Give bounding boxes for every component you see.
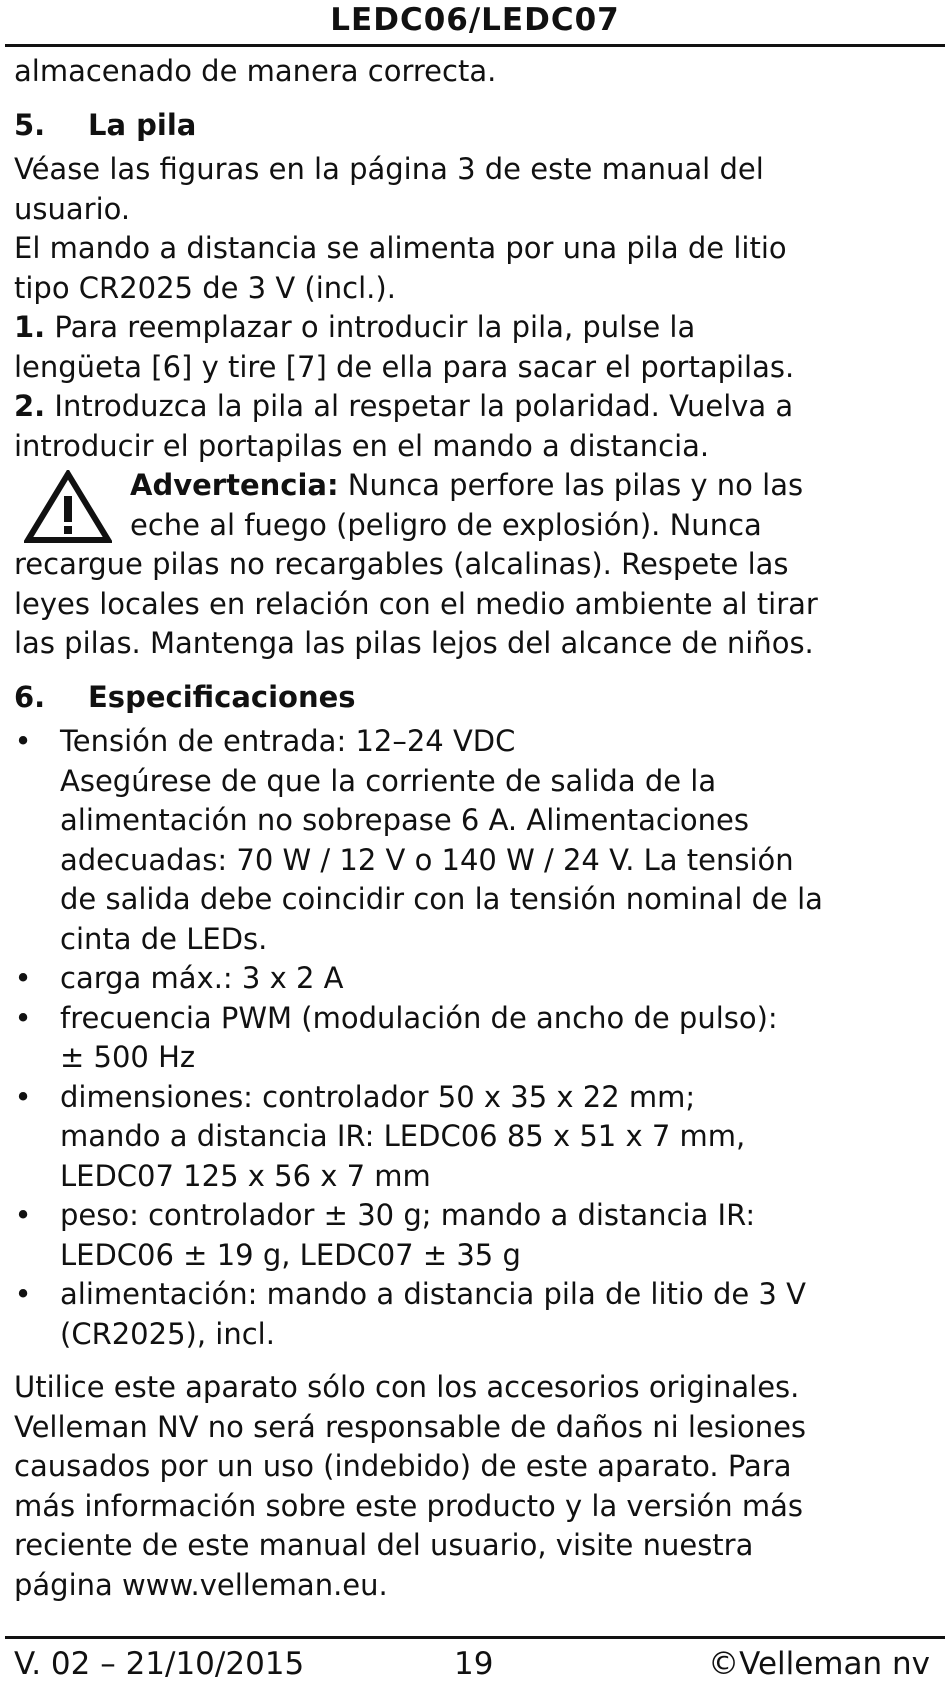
- bullet-icon: •: [14, 724, 32, 758]
- spec-line: cinta de LEDs.: [60, 921, 268, 956]
- text-line: introducir el portapilas en el mando a distancia.: [14, 428, 710, 463]
- spec-line: LEDC07 125 x 56 x 7 mm: [60, 1158, 431, 1193]
- text-line: tipo CR2025 de 3 V (incl.).: [14, 270, 396, 305]
- section-5-number: 5.: [14, 107, 46, 142]
- specifications-list: [14, 722, 939, 1354]
- spec-line: de salida debe coincidir con la tensión nominal de la: [60, 882, 823, 916]
- spec-line: Asegúrese de que la corriente de salida de la: [60, 763, 717, 798]
- spec-item: [14, 722, 939, 959]
- version-date: V. 02 – 21/10/2015: [14, 1646, 305, 1682]
- bullet-icon: •: [14, 961, 32, 995]
- spec-item: [14, 1196, 939, 1275]
- page-footer: [14, 1646, 936, 1686]
- text-line: usuario.: [14, 191, 131, 226]
- document-model-title: LEDC06/LEDC07: [330, 2, 620, 38]
- spec-line: dimensiones: controlador 50 x 35 x 22 mm;: [60, 1079, 696, 1114]
- section-5-body: [14, 150, 939, 664]
- closing-line: página www.velleman.eu.: [14, 1567, 388, 1602]
- footer-divider: [5, 1636, 945, 1639]
- warning-text: Nunca perfore las pilas y no las: [338, 468, 804, 502]
- spec-line: Tensión de entrada: 12–24 VDC: [60, 724, 516, 758]
- step-text: Introduzca la pila al respetar la polaridad. Vuelva a: [45, 389, 794, 423]
- text-line: El mando a distancia se alimenta por una pila de litio: [14, 231, 787, 265]
- header-divider: [5, 44, 945, 47]
- copyright: ©Velleman nv: [708, 1646, 930, 1682]
- step-2: [14, 387, 939, 427]
- section-6-number: 6.: [14, 679, 46, 714]
- page-content: [14, 52, 939, 1605]
- spec-item: [14, 999, 939, 1078]
- page-header: [0, 0, 950, 48]
- spec-line: LEDC06 ± 19 g, LEDC07 ± 35 g: [60, 1237, 521, 1272]
- bullet-icon: •: [14, 1079, 32, 1114]
- bullet-icon: •: [14, 1277, 32, 1311]
- intro-line: almacenado de manera correcta.: [14, 54, 497, 88]
- closing-line: Velleman NV no será responsable de daños ni lesiones: [14, 1409, 807, 1444]
- text-line: Véase las figuras en la página 3 de este manual del: [14, 152, 764, 186]
- spec-line: (CR2025), incl.: [60, 1316, 275, 1351]
- warning-triangle-icon: [24, 470, 112, 544]
- warning-line: eche al fuego (peligro de explosión). Nunca: [130, 507, 762, 542]
- section-5-heading: [14, 106, 939, 146]
- spec-item: [14, 1275, 939, 1354]
- warning-line: las pilas. Mantenga las pilas lejos del alcance de niños.: [14, 626, 814, 660]
- spec-line: carga máx.: 3 x 2 A: [60, 961, 344, 995]
- closing-line: causados por un uso (indebido) de este aparato. Para: [14, 1449, 792, 1483]
- section-6-title: Especificaciones: [88, 679, 356, 714]
- closing-line: Utilice este aparato sólo con los accesorios originales.: [14, 1370, 800, 1404]
- spec-line: adecuadas: 70 W / 12 V o 140 W / 24 V. La tensión: [60, 842, 794, 877]
- section-6-heading: [14, 678, 939, 718]
- text-line: lengüeta [6] y tire [7] de ella para sacar el portapilas.: [14, 349, 795, 384]
- bullet-icon: •: [14, 1000, 32, 1035]
- spec-item: [14, 959, 939, 999]
- spec-line: ± 500 Hz: [60, 1040, 196, 1074]
- spec-line: alimentación: mando a distancia pila de litio de 3 V: [60, 1277, 806, 1311]
- page-number: 19: [454, 1646, 494, 1682]
- warning-block: [14, 466, 939, 664]
- closing-line: reciente de este manual del usuario, visite nuestra: [14, 1528, 754, 1562]
- section-5-title: La pila: [88, 107, 197, 142]
- warning-line: leyes locales en relación con el medio ambiente al tirar: [14, 586, 818, 621]
- closing-paragraph: [14, 1368, 939, 1605]
- warning-line: recargue pilas no recargables (alcalinas). Respete las: [14, 547, 789, 581]
- spec-line: peso: controlador ± 30 g; mando a distancia IR:: [60, 1198, 756, 1232]
- step-1: [14, 308, 939, 348]
- spec-line: mando a distancia IR: LEDC06 85 x 51 x 7 mm,: [60, 1119, 746, 1153]
- step-number: 1.: [14, 310, 46, 344]
- spec-line: alimentación no sobrepase 6 A. Alimentaciones: [60, 803, 749, 837]
- closing-line: más información sobre este producto y la versión más: [14, 1488, 803, 1523]
- step-number: 2.: [14, 389, 46, 423]
- warning-line: [14, 466, 939, 506]
- bullet-icon: •: [14, 1198, 32, 1232]
- step-text: Para reemplazar o introducir la pila, pulse la: [45, 310, 696, 344]
- warning-label: Advertencia:: [130, 468, 339, 502]
- spec-line: frecuencia PWM (modulación de ancho de pulso):: [60, 1000, 778, 1035]
- spec-item: [14, 1078, 939, 1197]
